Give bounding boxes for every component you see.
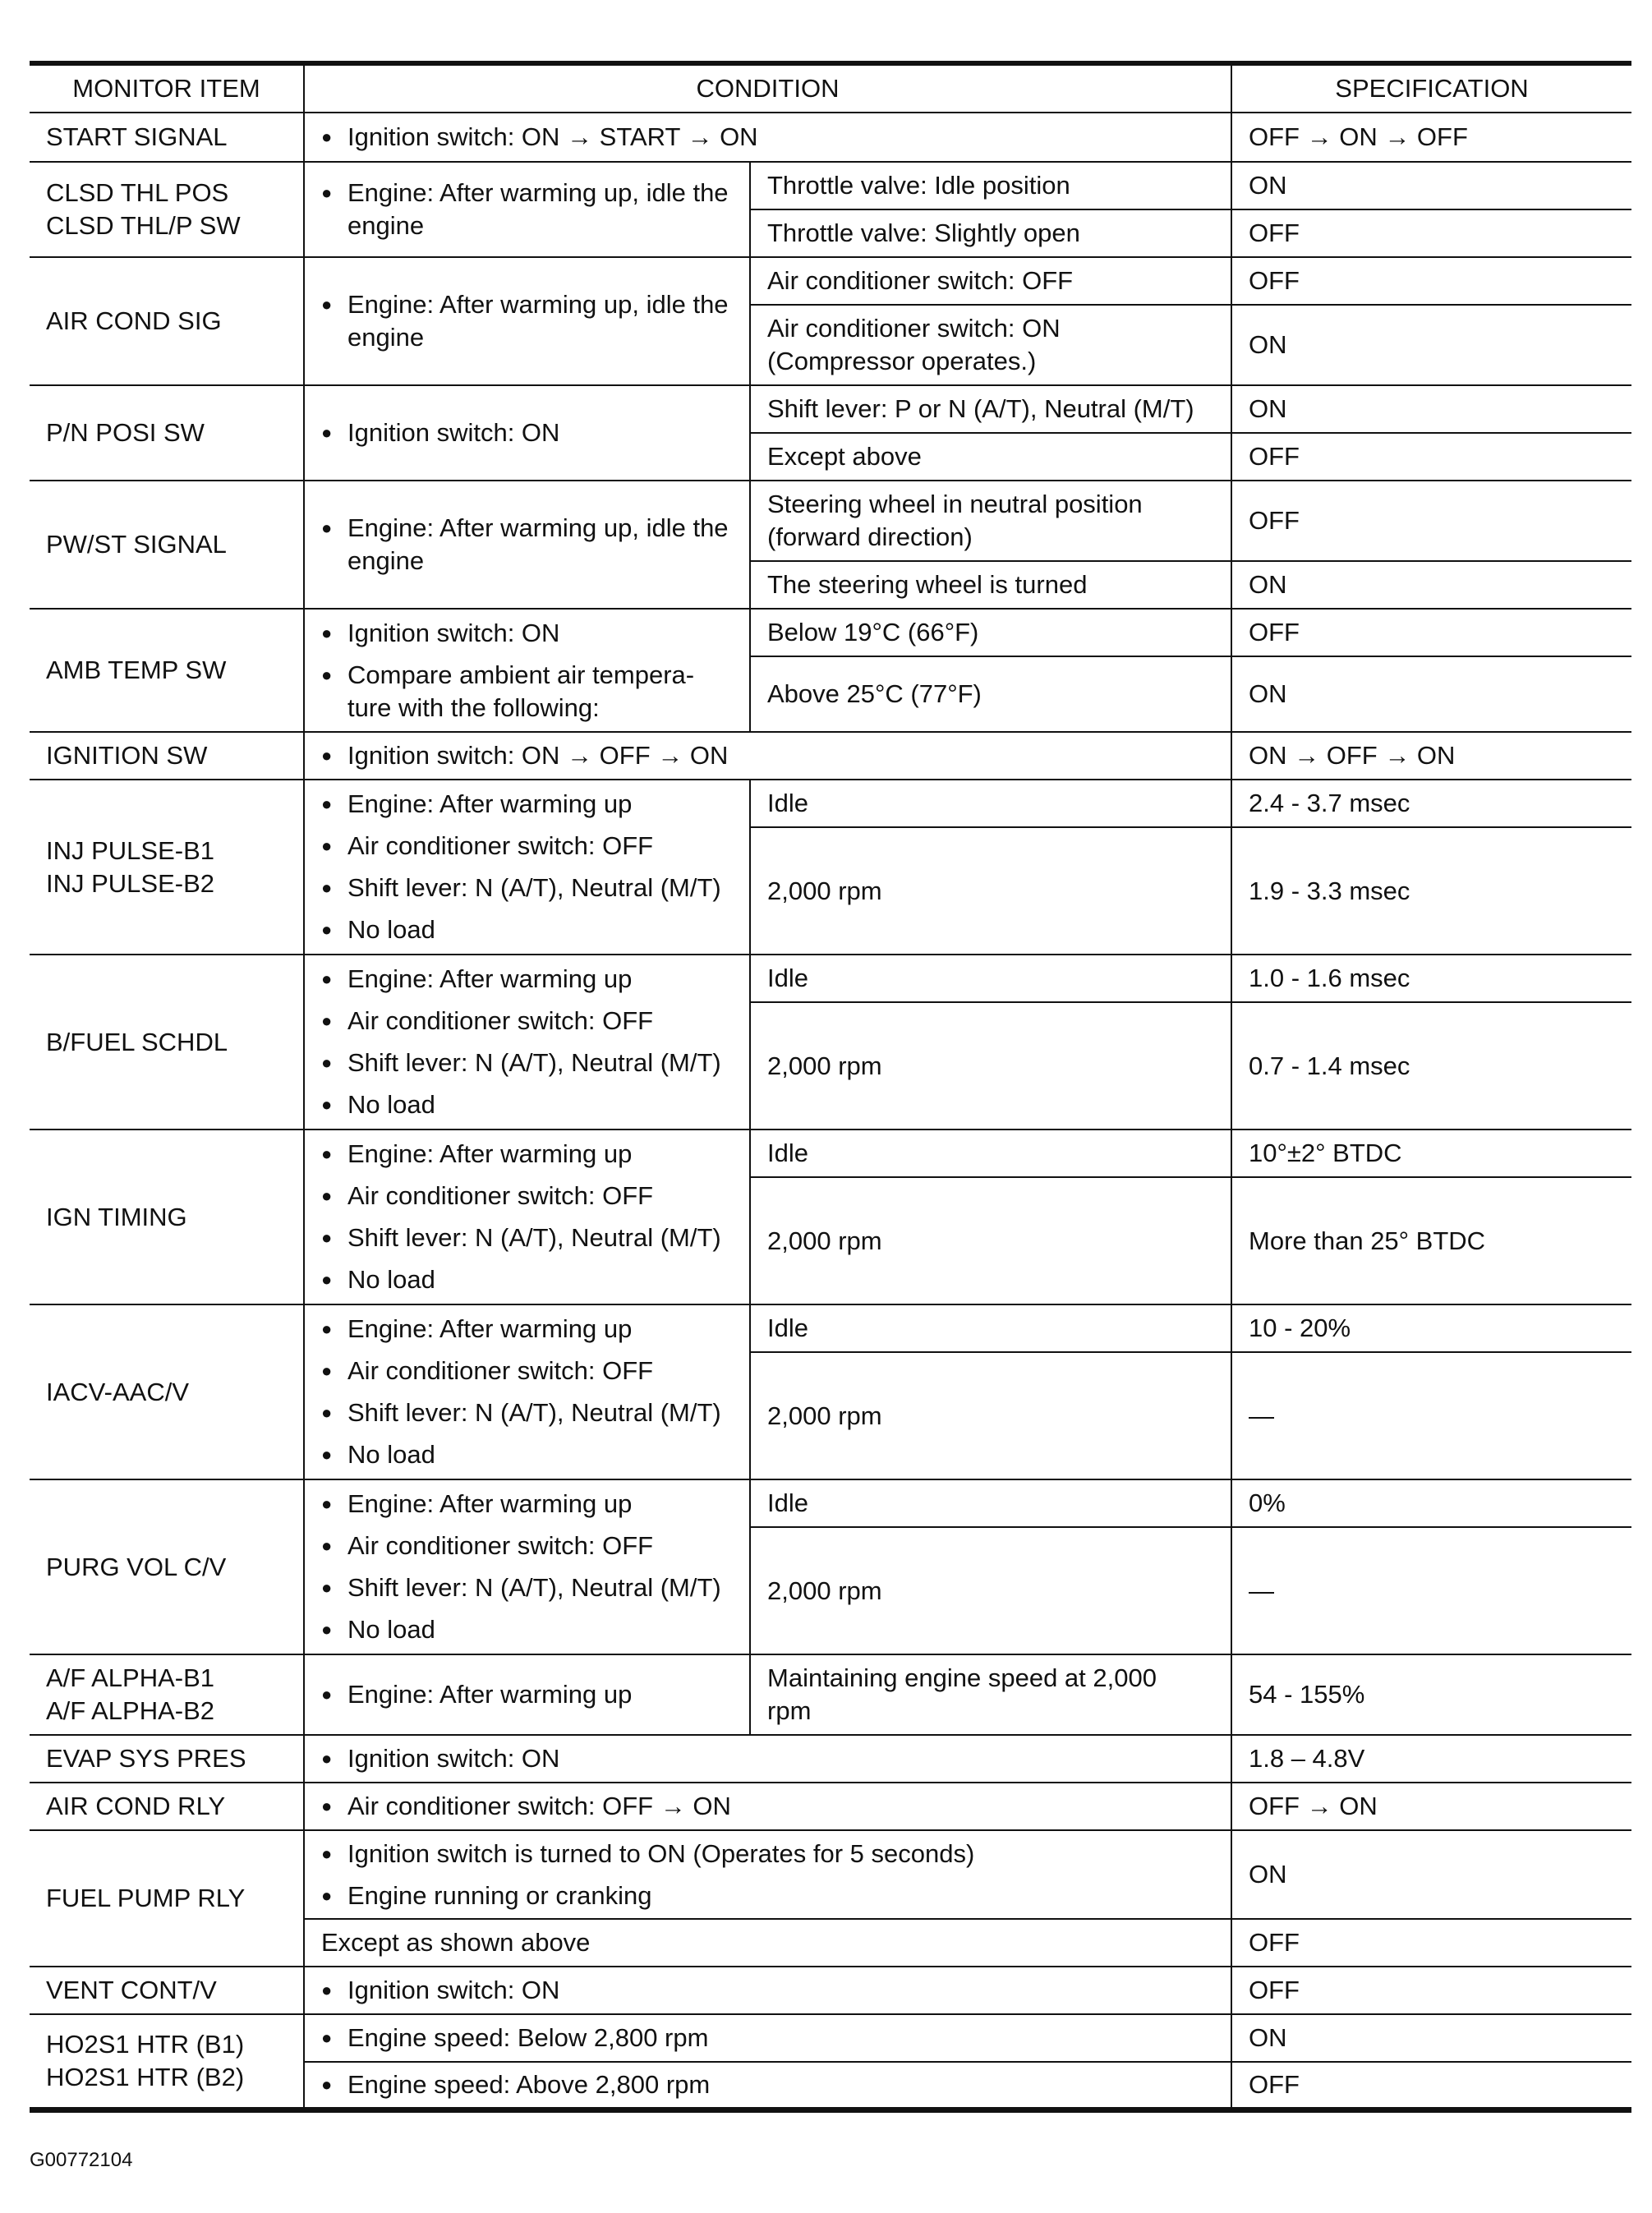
sub-condition: Throttle valve: Slightly open: [750, 209, 1231, 257]
sub-condition: Except above: [750, 433, 1231, 481]
condition-bullet: ● Air conditioner switch: OFF: [321, 1180, 733, 1212]
monitor-item-line: CLSD THL POS: [46, 178, 229, 207]
condition-bullet: ● Ignition switch is turned to ON (Operates for 5 seconds): [321, 1838, 1214, 1870]
monitor-item: AIR COND SIG: [30, 257, 304, 385]
condition: Except as shown above: [304, 1919, 1231, 1967]
table-row: [30, 780, 1631, 827]
condition: [304, 955, 750, 1130]
table-row: [30, 2014, 1631, 2062]
table-row: [30, 1967, 1631, 2014]
specification: OFF: [1231, 481, 1631, 561]
monitor-item: PW/ST SIGNAL: [30, 481, 304, 609]
table-row: [30, 481, 1631, 561]
condition-bullet: ● Engine speed: Below 2,800 rpm: [321, 2022, 1214, 2054]
condition-bullet: ● Shift lever: N (A/T), Neutral (M/T): [321, 1047, 733, 1079]
specification: OFF: [1231, 433, 1631, 481]
monitor-item: [30, 2014, 304, 2109]
sub-condition: 2,000 rpm: [750, 1002, 1231, 1130]
condition: [304, 2014, 1231, 2062]
monitor-item: START SIGNAL: [30, 113, 304, 162]
condition-bullet: ● Air conditioner switch: OFF: [321, 830, 733, 863]
specification: ON → OFF → ON: [1231, 732, 1631, 780]
specification: ON: [1231, 2014, 1631, 2062]
table-row: [30, 1479, 1631, 1527]
table-row: [30, 1654, 1631, 1735]
table-row: [30, 1735, 1631, 1783]
sub-condition: Idle: [750, 1304, 1231, 1352]
sub-condition: Above 25°C (77°F): [750, 656, 1231, 732]
monitor-spec-table: [30, 61, 1631, 2113]
table-row: [30, 732, 1631, 780]
specification: 10 - 20%: [1231, 1304, 1631, 1352]
sub-condition: [750, 305, 1231, 385]
specification: ON: [1231, 1830, 1631, 1919]
condition-bullet: ● Engine: After warming up, idle the engine: [321, 288, 733, 354]
monitor-item-line: INJ PULSE-B1: [46, 835, 215, 865]
condition-bullet: ● Air conditioner switch: OFF: [321, 1355, 733, 1387]
condition-line: ● Compare ambient air tempera-: [347, 660, 695, 689]
header-monitor-item: MONITOR ITEM: [30, 63, 304, 113]
sub-condition: 2,000 rpm: [750, 827, 1231, 955]
specification: OFF: [1231, 257, 1631, 305]
condition-bullet: ● Ignition switch: ON: [321, 1742, 1214, 1775]
sub-condition: 2,000 rpm: [750, 1352, 1231, 1479]
sub-condition: Shift lever: P or N (A/T), Neutral (M/T): [750, 385, 1231, 433]
specification: OFF: [1231, 1919, 1631, 1967]
specification: More than 25° BTDC: [1231, 1177, 1631, 1304]
monitor-item: IACV-AAC/V: [30, 1304, 304, 1479]
condition-bullet: ● Engine running or cranking: [321, 1879, 1214, 1912]
sub-condition: 2,000 rpm: [750, 1177, 1231, 1304]
condition-bullet: ● Air conditioner switch: OFF: [321, 1005, 733, 1037]
condition-line: ture with the following:: [347, 692, 600, 722]
condition-bullet: ● Ignition switch: ON → OFF → ON: [321, 739, 1214, 772]
condition: [304, 1479, 750, 1654]
specification: OFF: [1231, 209, 1631, 257]
condition-bullet: ● No load: [321, 913, 733, 946]
condition-bullet: ● Air conditioner switch: OFF: [321, 1530, 733, 1562]
condition-bullet: ● Shift lever: N (A/T), Neutral (M/T): [321, 1396, 733, 1429]
table-row: [30, 1783, 1631, 1830]
monitor-item: AIR COND RLY: [30, 1783, 304, 1830]
condition-bullet: ● Shift lever: N (A/T), Neutral (M/T): [321, 1222, 733, 1254]
sub-condition-line: rpm: [767, 1696, 812, 1725]
table-row: [30, 609, 1631, 656]
condition: [304, 1304, 750, 1479]
sub-condition-line: Air conditioner switch: ON: [767, 314, 1061, 343]
condition-bullet: ● Shift lever: N (A/T), Neutral (M/T): [321, 1571, 733, 1604]
condition-bullet: ● No load: [321, 1263, 733, 1296]
condition: [304, 1783, 1231, 1830]
specification: ON: [1231, 561, 1631, 609]
monitor-item: [30, 162, 304, 257]
sub-condition: Air conditioner switch: OFF: [750, 257, 1231, 305]
monitor-item: AMB TEMP SW: [30, 609, 304, 732]
table-row: [30, 385, 1631, 433]
table-row: [30, 113, 1631, 162]
monitor-item-line: HO2S1 HTR (B1): [46, 2029, 245, 2059]
condition: [304, 1735, 1231, 1783]
sub-condition: Throttle valve: Idle position: [750, 162, 1231, 209]
sub-condition: [750, 481, 1231, 561]
specification: 2.4 - 3.7 msec: [1231, 780, 1631, 827]
specification: 54 - 155%: [1231, 1654, 1631, 1735]
table-row: [30, 1304, 1631, 1352]
sub-condition-line: (forward direction): [767, 522, 973, 551]
condition-bullet: ● No load: [321, 1613, 733, 1646]
sub-condition: Below 19°C (66°F): [750, 609, 1231, 656]
table-row: [30, 955, 1631, 1002]
figure-id: G00772104: [30, 2149, 133, 2171]
sub-condition-line: (Compressor operates.): [767, 347, 1037, 375]
condition: [304, 2062, 1231, 2109]
specification: 1.9 - 3.3 msec: [1231, 827, 1631, 955]
condition: [304, 1967, 1231, 2014]
condition-bullet: ● Engine: After warming up: [321, 788, 733, 821]
specification: ON: [1231, 385, 1631, 433]
specification: OFF: [1231, 609, 1631, 656]
monitor-item: [30, 780, 304, 955]
condition-bullet: ● Ignition switch: ON: [321, 416, 733, 449]
sub-condition: 2,000 rpm: [750, 1527, 1231, 1654]
condition-bullet: ● Ignition switch: ON → START → ON: [321, 121, 1214, 154]
sub-condition: The steering wheel is turned: [750, 561, 1231, 609]
condition-bullet: [321, 659, 733, 725]
specification: —: [1231, 1352, 1631, 1479]
condition-bullet: ● No load: [321, 1088, 733, 1121]
sub-condition: Idle: [750, 955, 1231, 1002]
monitor-item: VENT CONT/V: [30, 1967, 304, 2014]
condition-bullet: ● Engine speed: Above 2,800 rpm: [321, 2068, 1214, 2101]
sub-condition: Idle: [750, 1479, 1231, 1527]
table-row: [30, 162, 1631, 209]
monitor-item-line: INJ PULSE-B2: [46, 868, 215, 898]
specification: OFF: [1231, 1967, 1631, 2014]
condition-bullet: ● Engine: After warming up: [321, 1678, 733, 1711]
monitor-item: [30, 1654, 304, 1735]
condition: [304, 162, 750, 257]
condition: [304, 385, 750, 481]
monitor-item: PURG VOL C/V: [30, 1479, 304, 1654]
specification: 1.0 - 1.6 msec: [1231, 955, 1631, 1002]
condition-bullet: ● Air conditioner switch: OFF → ON: [321, 1790, 1214, 1823]
sub-condition-line: Steering wheel in neutral position: [767, 490, 1143, 518]
sub-condition: Idle: [750, 780, 1231, 827]
monitor-item: B/FUEL SCHDL: [30, 955, 304, 1130]
condition-bullet: ● Engine: After warming up, idle the engine: [321, 512, 733, 577]
table-row: [30, 257, 1631, 305]
condition-bullet: ● Engine: After warming up: [321, 1488, 733, 1521]
specification: ON: [1231, 162, 1631, 209]
header-specification: SPECIFICATION: [1231, 63, 1631, 113]
monitor-item-line: A/F ALPHA-B1: [46, 1663, 215, 1692]
condition: [304, 257, 750, 385]
monitor-item: IGN TIMING: [30, 1130, 304, 1304]
condition-bullet: ● Engine: After warming up, idle the engine: [321, 177, 733, 242]
specification: 10°±2° BTDC: [1231, 1130, 1631, 1177]
specification: OFF: [1231, 2062, 1631, 2109]
monitor-spec-sheet: [30, 61, 1631, 2113]
condition-bullet: ● Engine: After warming up: [321, 1313, 733, 1346]
specification: —: [1231, 1527, 1631, 1654]
condition-bullet: ● Engine: After warming up: [321, 1138, 733, 1171]
specification: 0.7 - 1.4 msec: [1231, 1002, 1631, 1130]
specification: 0%: [1231, 1479, 1631, 1527]
header-condition: CONDITION: [304, 63, 1231, 113]
specification: OFF → ON → OFF: [1231, 113, 1631, 162]
specification: ON: [1231, 656, 1631, 732]
monitor-item-line: A/F ALPHA-B2: [46, 1696, 215, 1725]
condition-bullet: ● Engine: After warming up: [321, 963, 733, 996]
condition: [304, 481, 750, 609]
monitor-item: P/N POSI SW: [30, 385, 304, 481]
condition: [304, 1830, 1231, 1919]
condition: [304, 780, 750, 955]
specification: OFF → ON: [1231, 1783, 1631, 1830]
condition: [304, 1654, 750, 1735]
specification: ON: [1231, 305, 1631, 385]
monitor-item: FUEL PUMP RLY: [30, 1830, 304, 1967]
monitor-item: IGNITION SW: [30, 732, 304, 780]
sub-condition: Idle: [750, 1130, 1231, 1177]
monitor-item-line: CLSD THL/P SW: [46, 211, 241, 240]
table-row: [30, 1830, 1631, 1919]
condition-bullet: ● Ignition switch: ON: [321, 1974, 1214, 2007]
condition: [304, 1130, 750, 1304]
condition: [304, 609, 750, 732]
condition-bullet: ● No load: [321, 1438, 733, 1471]
monitor-item: EVAP SYS PRES: [30, 1735, 304, 1783]
header-row: [30, 63, 1631, 113]
specification: 1.8 – 4.8V: [1231, 1735, 1631, 1783]
condition-bullet: ● Shift lever: N (A/T), Neutral (M/T): [321, 872, 733, 904]
sub-condition: [750, 1654, 1231, 1735]
sub-condition-line: Maintaining engine speed at 2,000: [767, 1663, 1157, 1692]
monitor-item-line: HO2S1 HTR (B2): [46, 2062, 245, 2091]
condition-bullet: ● Ignition switch: ON: [321, 617, 733, 650]
table-row: [30, 1130, 1631, 1177]
condition: [304, 113, 1231, 162]
condition: [304, 732, 1231, 780]
